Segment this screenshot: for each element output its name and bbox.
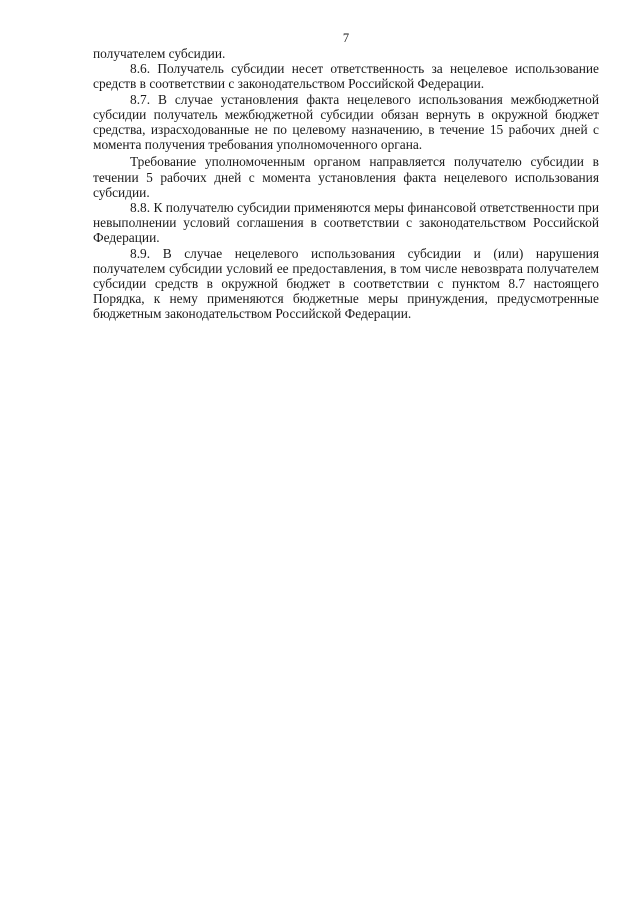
paragraph-continuation: получателем субсидии. — [93, 46, 226, 61]
paragraph-requirement: Требование уполномоченным органом направляется получателю субсидии в течении 5 рабочих дней с момента установления факта нецелевого использования субсидии. — [93, 154, 599, 200]
page-number: 7 — [342, 31, 350, 45]
paragraph-8-9: 8.9. В случае нецелевого использования субсидии и (или) нарушения получателем субсидии условий ее предоставления, в том числе невозврата получателем субсидии средств в окружной бюджет в соответствии с пунктом 8.7 настоящего Порядка, к нему применяются бюджетные меры принуждения, предусмотренные бюджетным законодательством Российской Федерации. — [93, 245, 599, 322]
paragraph-8-6: 8.6. Получатель субсидии несет ответственность за нецелевое использование средств в соответствии с законодательством Российской Федерации. — [93, 61, 599, 92]
paragraph-8-8: 8.8. К получателю субсидии применяются меры финансовой ответственности при невыполнении условий соглашения в соответствии с законодательством Российской Федерации. — [93, 200, 599, 246]
paragraph-8-7: 8.7. В случае установления факта нецелевого использования межбюджетной субсидии получатель межбюджетной субсидии обязан вернуть в окружной бюджет средства, израсходованные не по целевому назначению, в течение 15 рабочих дней с момента получения требования уполномоченного органа. — [93, 91, 599, 153]
document-body — [93, 46, 599, 322]
